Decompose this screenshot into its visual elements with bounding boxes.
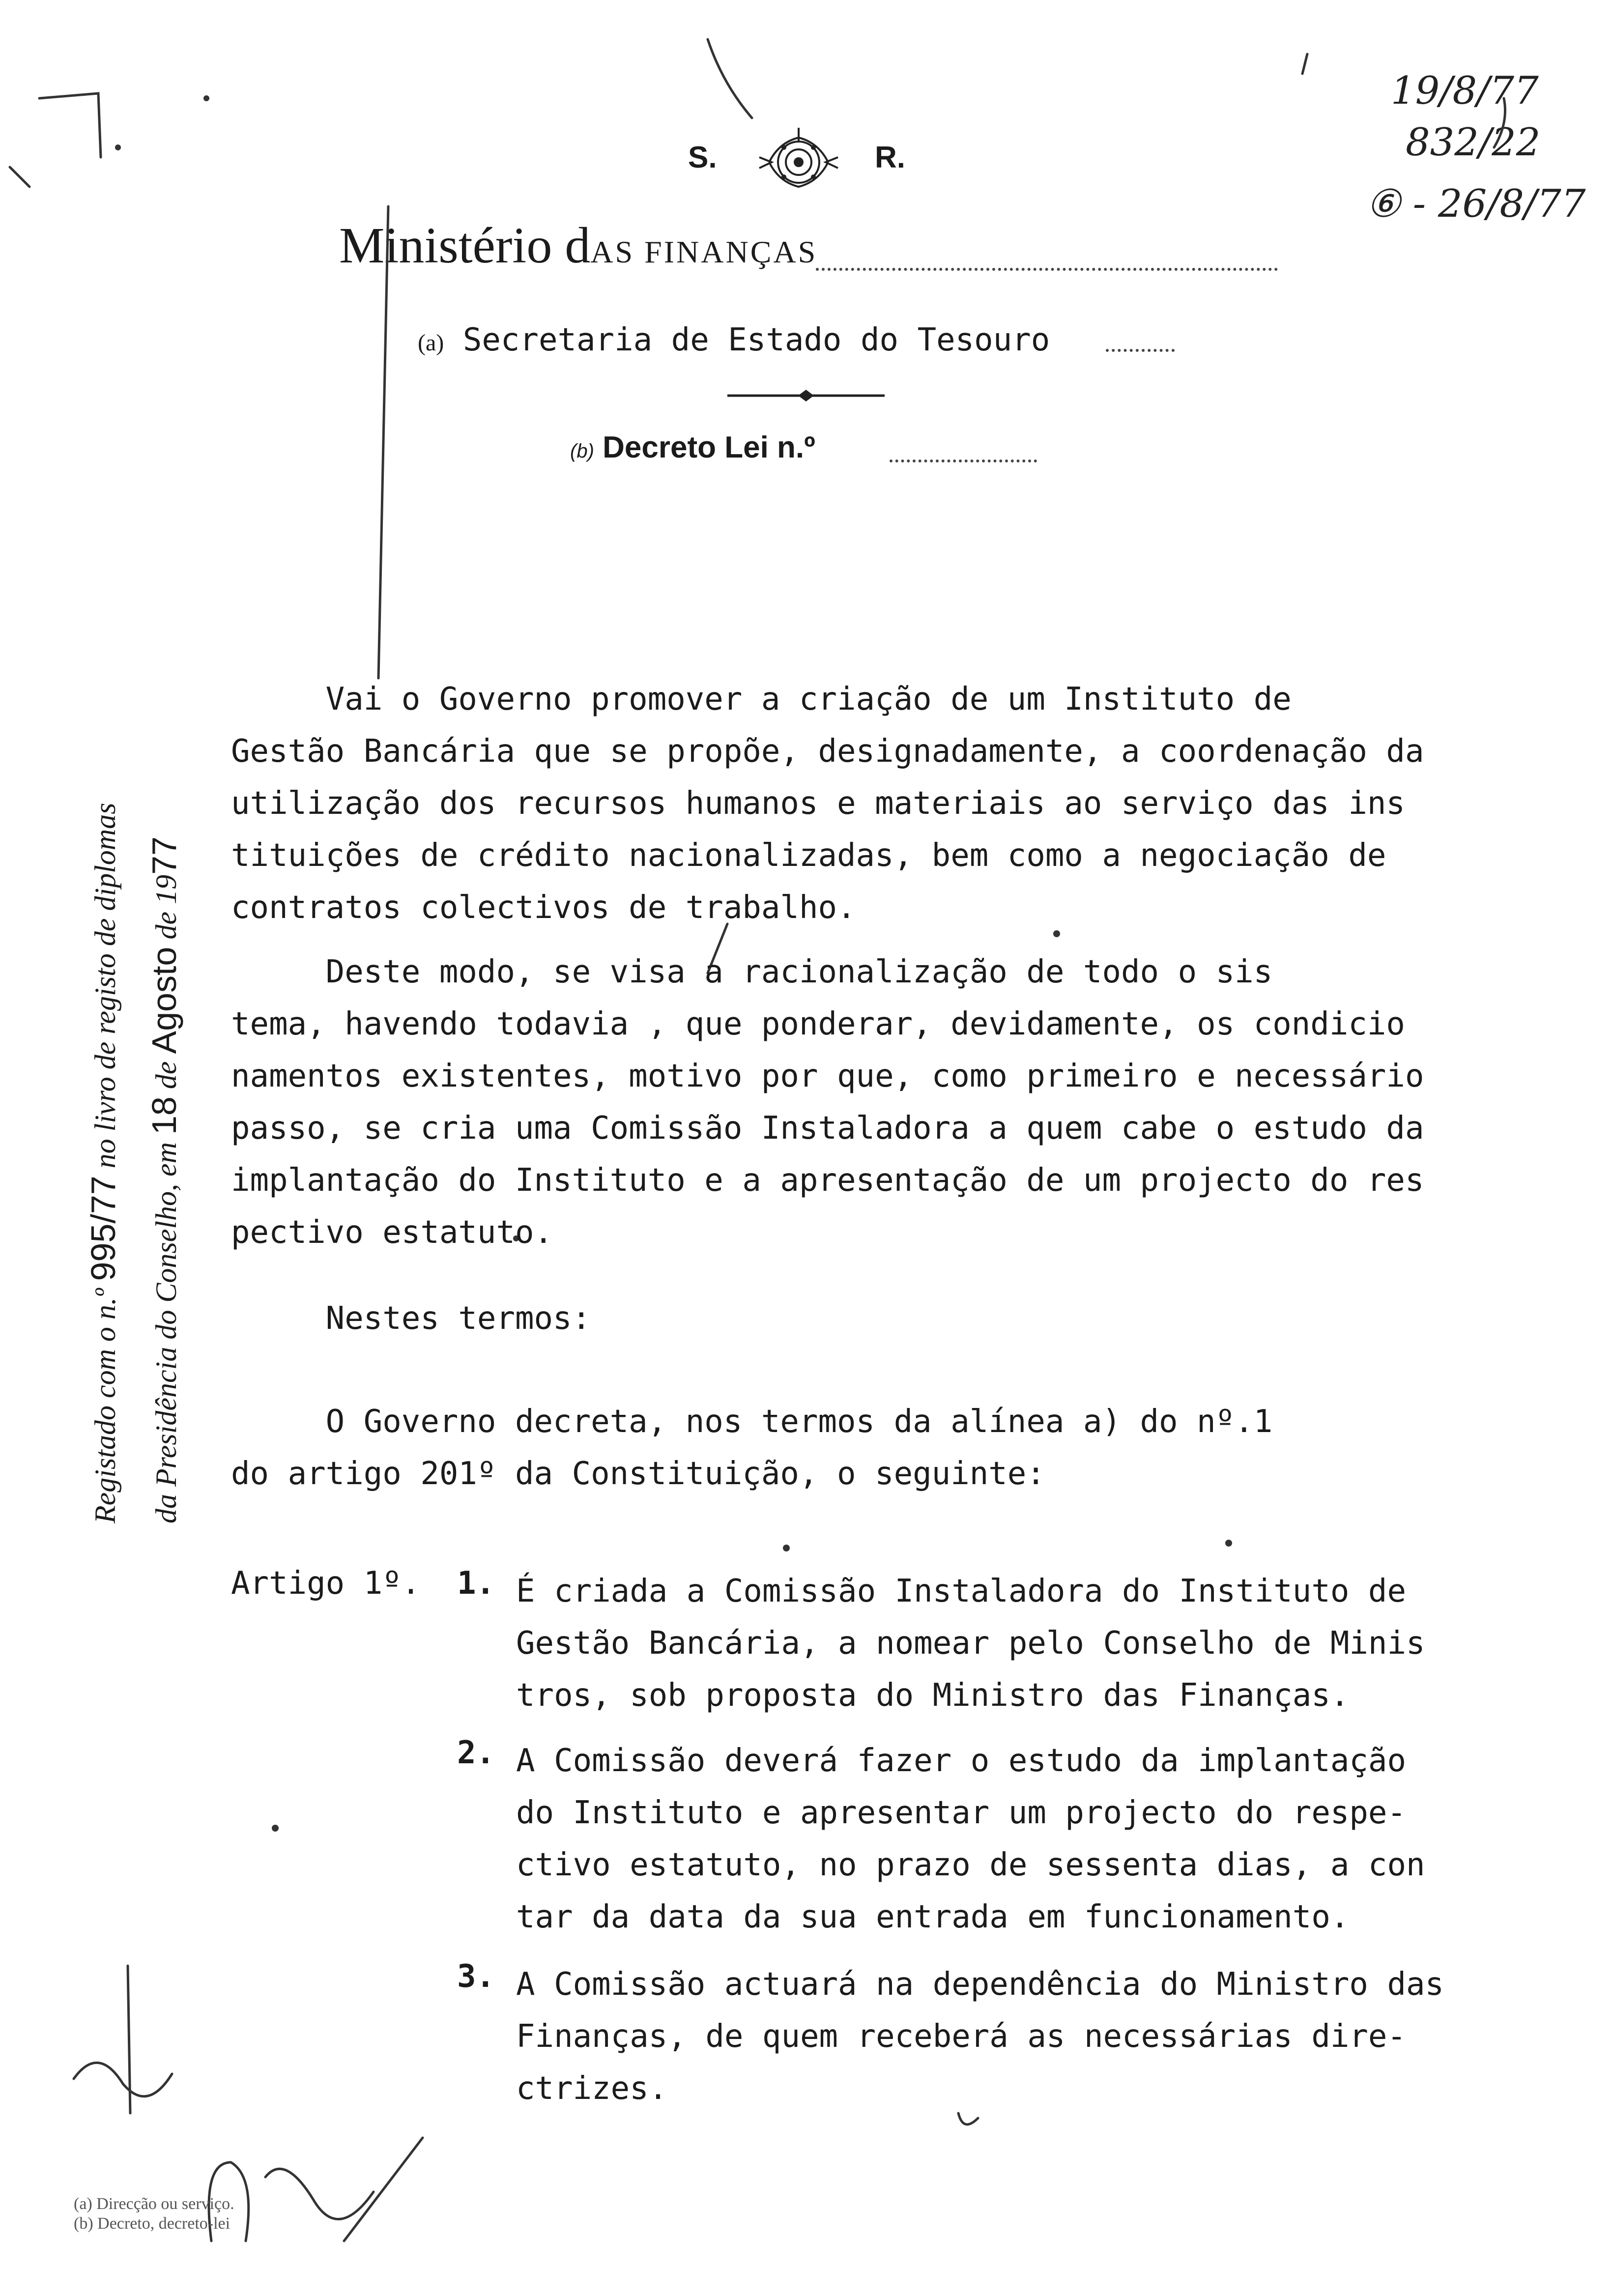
article-label: Artigo 1º.: [231, 1565, 421, 1602]
header-letter-r: R.: [875, 141, 905, 174]
stamp-de: de: [150, 1061, 182, 1090]
paragraph-intro: Vai o Governo promover a criação de um Instituto de Gestão Bancária que se propõe, designadamente, a coordenação da utilização dos recursos humanos e materiais ao serviço das ins tituições de crédito nacionalizadas, bem como a negociação de contratos colectivos de trabalho.: [231, 681, 1424, 926]
article-item-text: A Comissão actuará na dependência do Ministro das Finanças, de quem receberá as necessárias dire- ctrizes.: [516, 1966, 1444, 2107]
paragraph-terms: Nestes termos:: [231, 1300, 591, 1337]
stamp-year: 77: [145, 836, 183, 875]
header-letter-s: S.: [688, 141, 717, 174]
footer-note-b: (b) Decreto, decreto-lei: [74, 2214, 230, 2233]
paragraph-decree: O Governo decreta, nos termos da alínea a) do nº.1 do artigo 201º da Constituição, o seguinte:: [231, 1404, 1273, 1492]
stamp-month: Agosto: [145, 947, 183, 1054]
article-item-text: É criada a Comissão Instaladora do Instituto de Gestão Bancária, a nomear pelo Conselho de Minis tros, sob proposta do Ministro das Finanças.: [516, 1573, 1425, 1714]
stamp-mid: no livro de registo de diplomas: [89, 803, 121, 1169]
handwritten-number: 832/22: [1406, 120, 1541, 165]
ministry-name: AS FINANÇAS: [590, 234, 818, 269]
stamp-line-2: [135, 803, 196, 1523]
registration-stamp: [74, 803, 196, 1523]
decree-marker: (b): [570, 440, 594, 462]
handwritten-date: 19/8/77: [1391, 69, 1539, 113]
handwritten-date-2: ⑥ - 26/8/77: [1366, 182, 1586, 226]
stamp-line-1: [74, 803, 135, 1523]
ministry-prefix: Ministério d: [339, 217, 591, 274]
stamp-year-prefix: de 19: [150, 874, 182, 940]
article-item-number: 2.: [457, 1735, 495, 1771]
footer-note-a: (a) Direcção ou serviço.: [74, 2195, 234, 2213]
stamp-prefix: Registado com o n.º: [89, 1288, 121, 1523]
footer-notes: [74, 2194, 234, 2234]
paragraph-purpose: Deste modo, se visa a racionalização de todo o sis tema, havendo todavia , que ponderar, devidamente, os condicio namentos existentes, motivo por que, como primeiro e necessário passo, se cria uma Comissão Instaladora a quem cabe o estudo da implantação do Instituto e a apresentação de um projecto do res pectivo estatuto.: [231, 954, 1424, 1251]
article-item-number: 1.: [457, 1565, 495, 1602]
decree-label: Decreto Lei n.º: [603, 430, 815, 464]
secretariat-name: Secretaria de Estado do Tesouro: [462, 322, 1050, 358]
article-item-text: A Comissão deverá fazer o estudo da implantação do Instituto e apresentar um projecto do respe- ctivo estatuto, no prazo de sessenta dias, a con tar da data da sua entrada em funcionamento.: [516, 1743, 1425, 1935]
secretariat-marker: (a): [418, 330, 444, 356]
stamp-number: 995/77: [84, 1176, 122, 1281]
stamp-line2: da Presidência do Conselho, em: [150, 1142, 182, 1523]
stamp-day: 18: [145, 1096, 183, 1135]
article-item-number: 3.: [457, 1958, 495, 1995]
